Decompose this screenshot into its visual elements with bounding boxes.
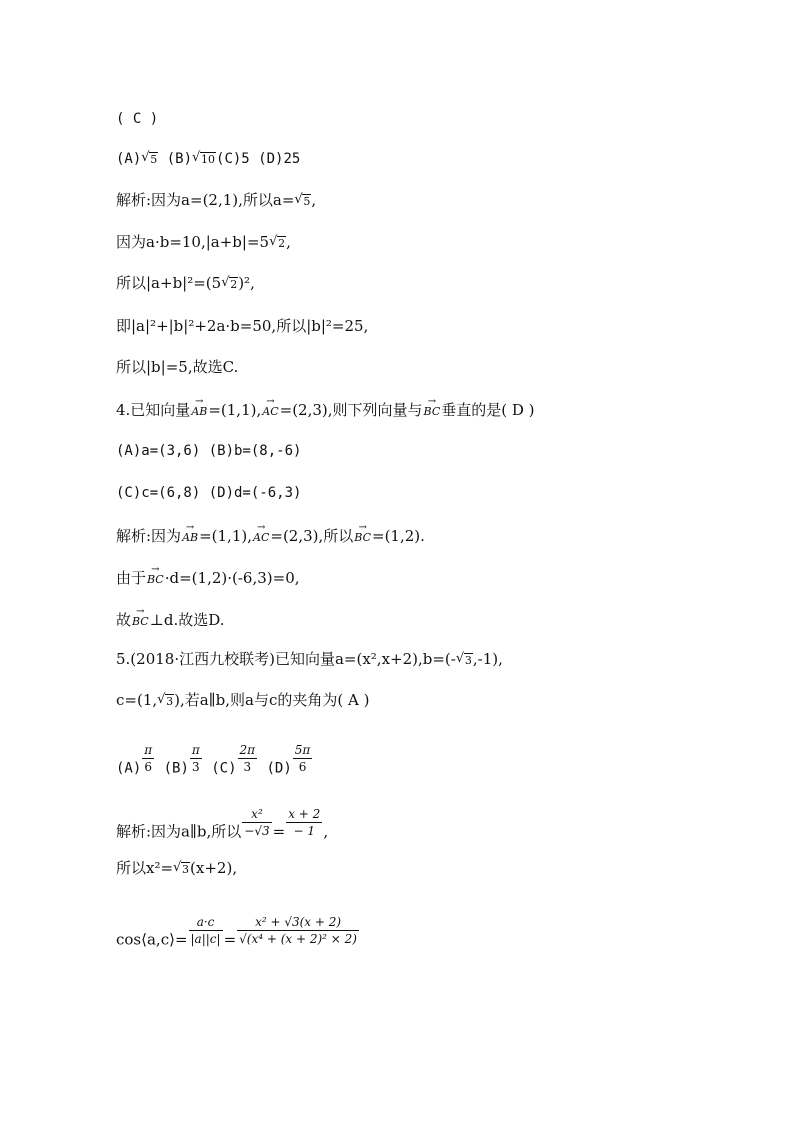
fraction-2pi-3: $\frac{2\pi}{3}$ bbox=[239, 743, 256, 774]
fraction-x2-over-neg-sqrt3: $\frac{\text{x²}}{-√3}$ bbox=[244, 807, 270, 838]
sqrt-3c: √ 3 bbox=[173, 860, 190, 880]
answer-line-3: ( C ) bbox=[116, 111, 159, 127]
question-5-cont: c=(1,√ 3),若a∥b,则a与c的夹角为( A ) bbox=[116, 690, 369, 712]
sqrt-2b: √ 2 bbox=[221, 275, 238, 295]
fraction-ac-over-norms: $\frac{a\cdot c}{|a||c|}$ bbox=[190, 915, 221, 946]
solution-line-cos: cos⟨a,c⟩= $\frac{a\cdot c}{|a||c|}$ = $\frac{\text{x² + √3(x + 2)}}{\text{√(x⁴ + (x + 2)² × 2)}}$ bbox=[116, 915, 357, 949]
solution-line: 所以x²=√ 3(x+2), bbox=[116, 858, 237, 880]
vector-bc: → BC bbox=[132, 612, 149, 632]
options-line-4b: (C)c=(6,8) (D)d=(-6,3) bbox=[116, 485, 302, 501]
solution-line: 即|a|²+|b|²+2a·b=50,所以|b|²=25, bbox=[116, 317, 369, 335]
sqrt-2: √ 2 bbox=[269, 234, 286, 254]
vector-bc: → BC bbox=[147, 570, 164, 590]
solution-line: 解析:因为a∥b,所以 $\frac{\text{x²}}{-√3}$ = $\frac{x + 2}{- 1}$ , bbox=[116, 807, 329, 841]
solution-line: 所以|b|=5,故选C. bbox=[116, 358, 239, 376]
fraction-xplus2-over-neg1: $\frac{x + 2}{- 1}$ bbox=[288, 807, 321, 838]
solution-line: 解析:因为a=(2,1),所以a=√ 5, bbox=[116, 190, 316, 212]
fraction-pi-6: $\frac{\pi}{6}$ bbox=[144, 743, 153, 774]
options-line-4a: (A)a=(3,6) (B)b=(8,-6) bbox=[116, 443, 302, 459]
solution-line: 故→ BC⊥d.故选D. bbox=[116, 610, 224, 632]
fraction-cos-expression: $\frac{\text{x² + √3(x + 2)}}{\text{√(x⁴ + (x + 2)² × 2)}}$ bbox=[239, 915, 357, 946]
question-5: 5.(2018·江西九校联考)已知向量a=(x²,x+2),b=(-√ 3,-1), bbox=[116, 649, 503, 671]
solution-line: 解析:因为→ AB=(1,1),→ AC=(2,3),所以→ BC=(1,2). bbox=[116, 526, 425, 548]
vector-ac: → AC bbox=[262, 402, 278, 422]
solution-line: 因为a·b=10,|a+b|=5√ 2, bbox=[116, 232, 291, 254]
sqrt-10: √ 10 bbox=[192, 150, 216, 170]
options-line-3: (A)√ 5 (B)√ 10(C)5 (D)25 bbox=[116, 148, 300, 170]
sqrt-5: √ 5 bbox=[141, 150, 158, 170]
sqrt-3b: √ 3 bbox=[157, 692, 174, 712]
vector-bc: → BC bbox=[354, 528, 371, 548]
vector-ab: → AB bbox=[191, 402, 207, 422]
options-line-5: (A) $\frac{\pi}{6}$ (B) $\frac{\pi}{3}$ (C) $\frac{2\pi}{3}$ (D) $\frac{5\pi}{6}$ bbox=[116, 743, 311, 777]
fraction-5pi-6: $\frac{5\pi}{6}$ bbox=[294, 743, 311, 774]
solution-line: 由于→ BC·d=(1,2)·(-6,3)=0, bbox=[116, 568, 300, 590]
fraction-pi-3: $\frac{\pi}{3}$ bbox=[191, 743, 200, 774]
sqrt-3: √ 3 bbox=[456, 651, 473, 671]
sqrt-5b: √ 5 bbox=[294, 192, 311, 212]
vector-ac: → AC bbox=[253, 528, 269, 548]
solution-line: 所以|a+b|²=(5√ 2)², bbox=[116, 273, 255, 295]
question-4: 4.已知向量→ AB=(1,1),→ AC=(2,3),则下列向量与→ BC垂直的是( D ) bbox=[116, 400, 535, 422]
vector-ab: → AB bbox=[182, 528, 198, 548]
vector-bc: → BC bbox=[424, 402, 441, 422]
